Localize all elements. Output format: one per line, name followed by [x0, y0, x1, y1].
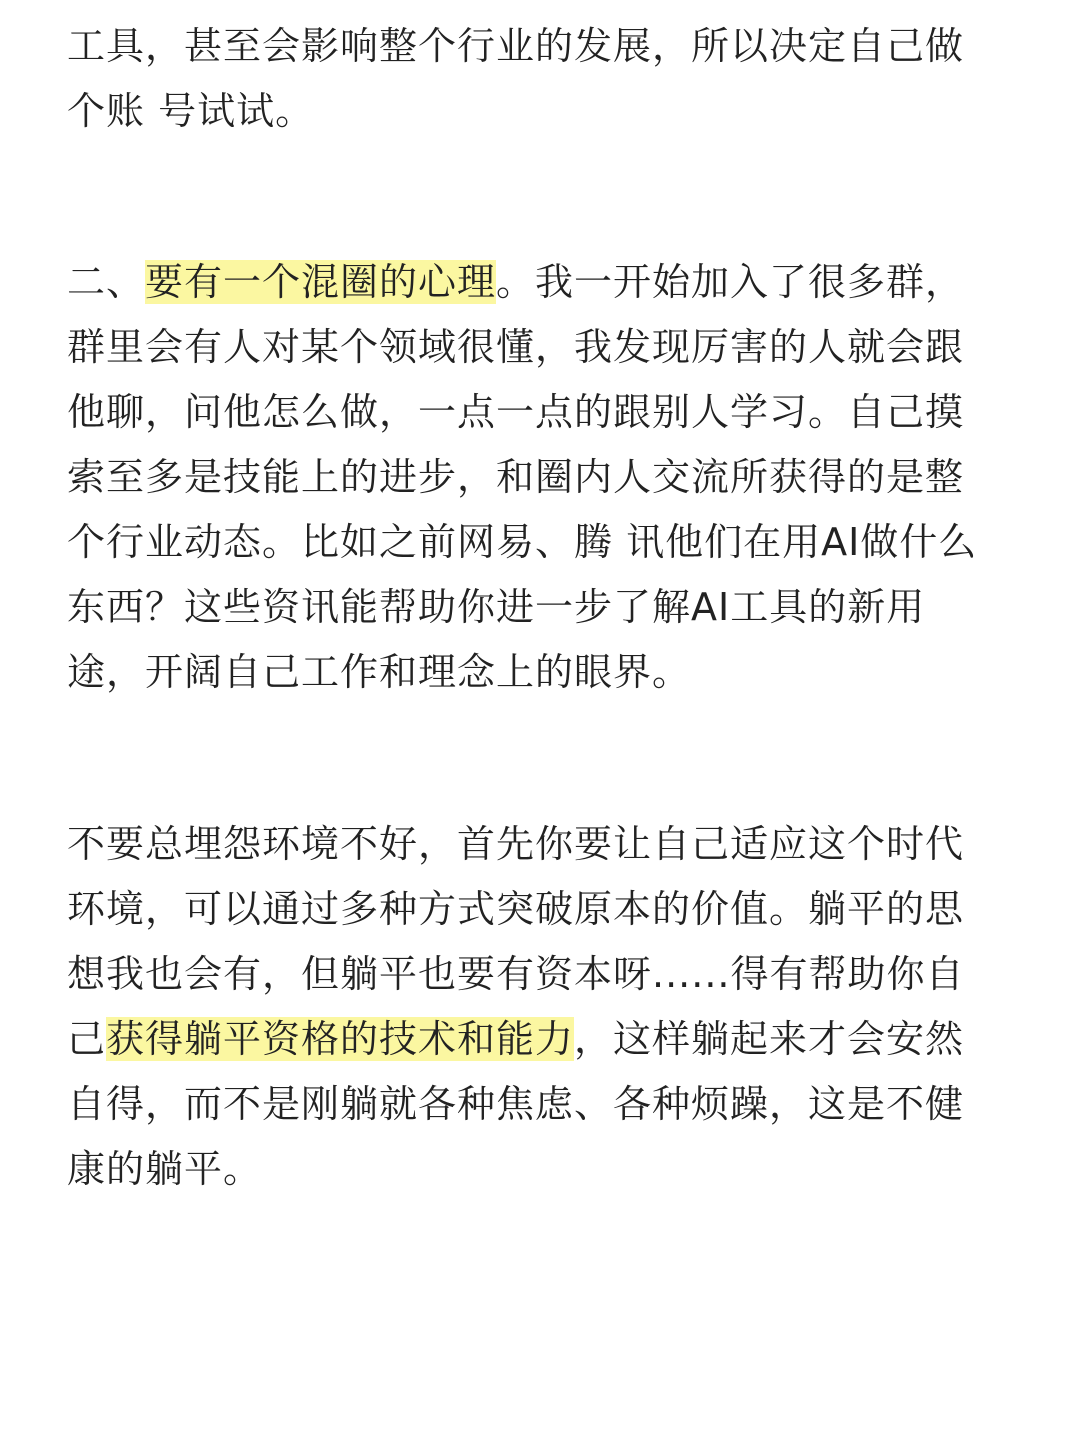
point-number: 二、 — [67, 260, 146, 304]
text-line: 途，开阔自己工作和理念上的眼界。 — [67, 650, 692, 694]
text-line: 群里会有人对某个领域很懂，我发现厉害的人就会跟 — [67, 325, 965, 369]
text-line: 自得，而不是刚躺就各种焦虑、各种烦躁，这是不健 — [67, 1082, 965, 1126]
paragraph-conclusion — [67, 812, 1027, 1202]
text-line: 不要总埋怨环境不好，首先你要让自己适应这个时代 — [67, 822, 965, 866]
paragraph-intro-end — [67, 14, 1027, 144]
text-line: 个账 号试试。 — [67, 89, 315, 133]
text-run: ，这样躺起来才会安然 — [574, 1017, 965, 1061]
highlighted-phrase: 获得躺平资格的技术和能力 — [106, 1017, 575, 1061]
text-run: 。我一开始加入了很多群， — [496, 260, 965, 304]
text-line: 环境，可以通过多种方式突破原本的价值。躺平的思 — [67, 887, 965, 931]
text-line — [67, 1007, 1027, 1072]
text-line: 索至多是技能上的进步，和圈内人交流所获得的是整 — [67, 455, 965, 499]
text-line: 他聊，问他怎么做，一点一点的跟别人学习。自己摸 — [67, 390, 965, 434]
paragraph-point-two — [67, 250, 1027, 705]
text-line: 工具，甚至会影响整个行业的发展，所以决定自己做 — [67, 24, 965, 68]
text-line: 个行业动态。比如之前网易、腾 讯他们在用AI做什么 — [67, 520, 978, 564]
highlighted-phrase: 要有一个混圈的心理 — [145, 260, 497, 304]
text-line: 康的躺平。 — [67, 1147, 263, 1191]
text-line: 东西？这些资讯能帮助你进一步了解AI工具的新用 — [67, 585, 926, 629]
text-run: 己 — [67, 1017, 107, 1061]
text-line: 想我也会有，但躺平也要有资本呀......得有帮助你自 — [67, 952, 965, 996]
text-line — [67, 250, 1027, 315]
